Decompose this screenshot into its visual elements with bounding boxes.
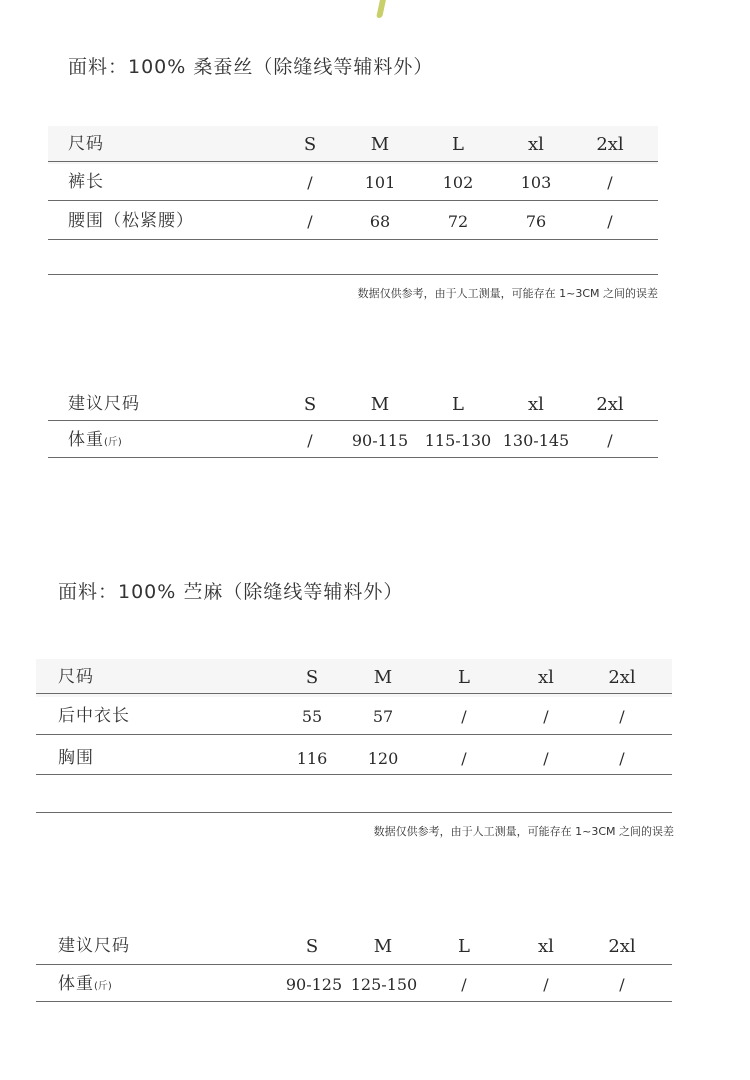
size-2xl: 2xl	[596, 394, 624, 415]
fabric-title: 面料：100% 苎麻（除缝线等辅料外）	[58, 581, 404, 603]
size-l: L	[458, 667, 470, 688]
measurement-note: 数据仅供参考，由于人工测量，可能存在 1~3CM 之间的误差	[373, 825, 674, 838]
header-label: 建议尺码	[68, 394, 140, 414]
divider	[48, 274, 658, 275]
table-row	[48, 203, 658, 241]
suggest-table-header	[36, 928, 672, 966]
table-cell: /	[619, 749, 625, 768]
size-s: S	[305, 667, 319, 688]
weight-label: 体重	[58, 974, 94, 994]
row-label: 胸围	[58, 748, 94, 768]
measurement-note: 数据仅供参考，由于人工测量，可能存在 1~3CM 之间的误差	[357, 287, 658, 300]
divider	[36, 1001, 672, 1002]
divider	[36, 734, 672, 735]
table-cell: 115-130	[424, 431, 492, 450]
divider	[36, 964, 672, 965]
table-cell: 116	[296, 749, 328, 768]
table-cell: /	[307, 431, 313, 450]
size-2xl: 2xl	[608, 936, 636, 957]
table-cell: /	[461, 749, 467, 768]
size-xl: xl	[538, 936, 554, 957]
size-2xl: 2xl	[596, 134, 624, 155]
row-label: 裤长	[68, 172, 104, 192]
table-cell: /	[307, 212, 313, 231]
table-cell: /	[607, 431, 613, 450]
size-s: S	[303, 394, 317, 415]
divider	[48, 457, 658, 458]
suggest-table-header	[48, 386, 658, 424]
divider	[48, 420, 658, 421]
table-cell: 120	[367, 749, 399, 768]
table-cell: 90-115	[351, 431, 409, 450]
size-xl: xl	[528, 394, 544, 415]
divider	[36, 693, 672, 694]
divider	[36, 812, 672, 813]
table-cell: /	[607, 212, 613, 231]
header-label: 建议尺码	[58, 936, 130, 956]
row-label	[68, 422, 122, 460]
size-m: M	[370, 134, 390, 155]
table-cell: /	[619, 707, 625, 726]
table-cell: 55	[301, 707, 323, 726]
size-m: M	[370, 394, 390, 415]
size-xl: xl	[538, 667, 554, 688]
size-s: S	[303, 134, 317, 155]
table-cell: 72	[447, 212, 469, 231]
table-cell: 103	[520, 173, 552, 192]
weight-unit: (斤)	[104, 437, 122, 448]
header-label: 尺码	[58, 667, 94, 687]
weight-unit: (斤)	[94, 981, 112, 992]
divider	[48, 161, 658, 162]
table-cell: /	[307, 173, 313, 192]
size-l: L	[452, 134, 464, 155]
size-2xl: 2xl	[608, 667, 636, 688]
size-m: M	[373, 667, 393, 688]
size-table-header	[36, 659, 672, 697]
table-cell: /	[607, 173, 613, 192]
size-l: L	[458, 936, 470, 957]
size-l: L	[452, 394, 464, 415]
size-m: M	[373, 936, 393, 957]
table-cell: /	[543, 749, 549, 768]
table-cell: 57	[372, 707, 394, 726]
size-xl: xl	[528, 134, 544, 155]
table-row	[48, 422, 658, 460]
table-row	[36, 740, 672, 778]
table-cell: 101	[364, 173, 396, 192]
table-row	[48, 164, 658, 202]
size-s: S	[305, 936, 319, 957]
table-cell: 102	[442, 173, 474, 192]
table-cell: 76	[525, 212, 547, 231]
row-label: 后中衣长	[58, 706, 130, 726]
table-cell: 130-145	[502, 431, 570, 450]
table-row	[36, 966, 672, 1004]
weight-label: 体重	[68, 430, 104, 450]
table-cell: 90-125	[285, 975, 343, 994]
divider	[36, 774, 672, 775]
row-label: 腰围（松紧腰）	[68, 211, 194, 231]
table-cell: /	[543, 707, 549, 726]
size-table-header	[48, 126, 658, 164]
row-label	[58, 966, 112, 1004]
table-row	[36, 698, 672, 736]
divider	[48, 239, 658, 240]
table-cell: /	[619, 975, 625, 994]
table-cell: 125-150	[350, 975, 418, 994]
fabric-title: 面料：100% 桑蚕丝（除缝线等辅料外）	[68, 56, 434, 78]
table-cell: 68	[369, 212, 391, 231]
divider	[48, 200, 658, 201]
table-cell: /	[461, 707, 467, 726]
header-label: 尺码	[68, 134, 104, 154]
table-cell: /	[461, 975, 467, 994]
decorative-plant-stem	[376, 0, 386, 18]
table-cell: /	[543, 975, 549, 994]
